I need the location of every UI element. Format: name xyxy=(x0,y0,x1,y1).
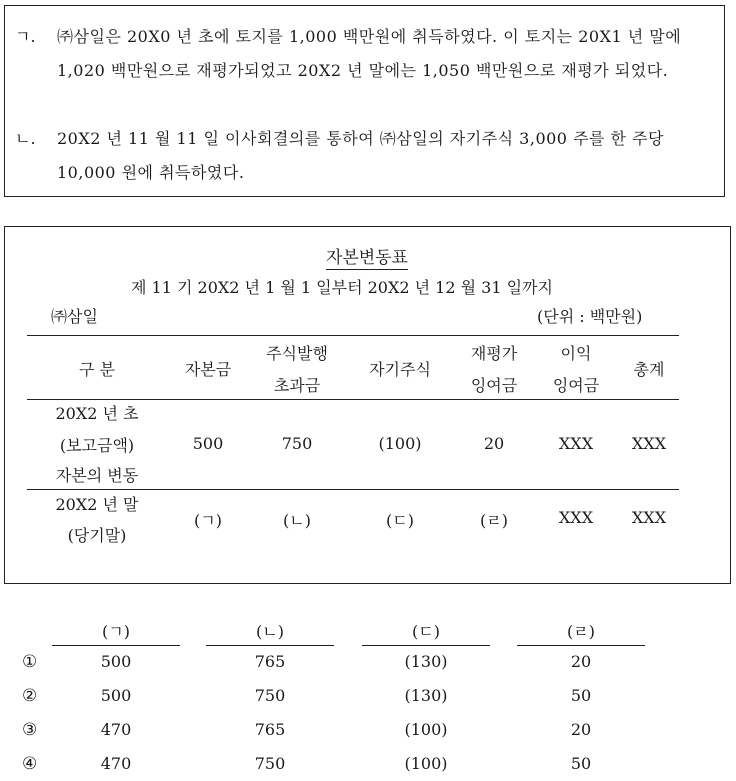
header-share-premium-2: 초과금 xyxy=(273,376,321,395)
statement-box xyxy=(4,226,731,584)
option-number[interactable]: ③ xyxy=(22,720,38,740)
header-treasury-stock: 자기주식 xyxy=(369,360,431,379)
row2-share-premium: (ㄴ) xyxy=(283,511,311,530)
header-rule xyxy=(27,399,679,400)
item-marker: ㄱ. xyxy=(15,27,36,46)
option-value: 750 xyxy=(254,754,286,773)
company-name: ㈜삼일 xyxy=(51,307,98,326)
header-category: 구 분 xyxy=(79,360,115,379)
problem-item-2 xyxy=(15,122,719,190)
option-value: 50 xyxy=(570,754,592,773)
row1-capital: 500 xyxy=(192,434,224,453)
option-value: (130) xyxy=(404,686,448,705)
unit-label: (단위 : 백만원) xyxy=(537,307,643,326)
answer-header-c: (ㄷ) xyxy=(412,622,440,641)
row2-capital: (ㄱ) xyxy=(194,511,222,530)
header-share-premium-1: 주식발행 xyxy=(266,344,328,363)
option-value: (100) xyxy=(404,720,448,739)
row1-revaluation: 20 xyxy=(483,434,505,453)
row2-treasury-stock: (ㄷ) xyxy=(386,511,414,530)
option-value: (130) xyxy=(404,652,448,671)
option-value: 765 xyxy=(254,720,286,739)
header-capital: 자본금 xyxy=(184,360,232,379)
item-text: ㈜삼일은 20X0 년 초에 토지를 1,000 백만원에 취득하였다. 이 토지는 20X1 년 말에 1,020 백만원으로 재평가되었고 20X2 년 말에는 1,050 백만원으로 재평가 되었다. xyxy=(57,27,682,80)
option-number[interactable]: ④ xyxy=(22,754,38,774)
row1-treasury-stock: (100) xyxy=(378,434,422,453)
answer-header-rule xyxy=(52,645,180,646)
statement-title: 자본변동표 xyxy=(325,248,409,268)
option-value: 750 xyxy=(254,686,286,705)
row1-share-premium: 750 xyxy=(281,434,313,453)
row1-total: XXX xyxy=(631,434,667,453)
item-marker: ㄴ. xyxy=(15,129,36,148)
table-top-rule xyxy=(27,335,679,336)
header-total: 총계 xyxy=(633,360,665,379)
answer-header-rule xyxy=(517,645,645,646)
option-value: 765 xyxy=(254,652,286,671)
row2-revaluation: (ㄹ) xyxy=(480,511,508,530)
row-rule xyxy=(27,489,679,490)
option-value: 470 xyxy=(100,720,132,739)
row1-label-2: (보고금액) xyxy=(59,436,135,455)
problem-item-1 xyxy=(15,20,719,88)
option-value: 500 xyxy=(100,652,132,671)
option-value: 500 xyxy=(100,686,132,705)
answer-header-rule xyxy=(362,645,490,646)
option-value: (100) xyxy=(404,754,448,773)
option-value: 50 xyxy=(570,686,592,705)
row1-label-1: 20X2 년 초 xyxy=(55,404,139,423)
statement-period: 제 11 기 20X2 년 1 월 1 일부터 20X2 년 12 월 31 일까지 xyxy=(131,278,553,297)
row2-retained: XXX xyxy=(558,508,594,527)
item-text: 20X2 년 11 월 11 일 이사회결의를 통하여 ㈜삼일의 자기주식 3,000 주를 한 주당 10,000 원에 취득하였다. xyxy=(57,129,665,182)
option-value: 470 xyxy=(100,754,132,773)
problem-box xyxy=(4,5,725,197)
option-value: 20 xyxy=(570,720,592,739)
row2-total: XXX xyxy=(631,508,667,527)
row2-label-2: (당기말) xyxy=(67,526,127,545)
answer-header-d: (ㄹ) xyxy=(567,622,595,641)
option-number[interactable]: ② xyxy=(22,686,38,706)
answer-header-rule xyxy=(206,645,334,646)
header-retained-1: 이익 xyxy=(560,344,592,363)
option-number[interactable]: ① xyxy=(22,652,38,672)
statement-title-wrap xyxy=(5,243,729,268)
header-revaluation-2: 잉여금 xyxy=(470,376,518,395)
option-value: 20 xyxy=(570,652,592,671)
answer-header-a: (ㄱ) xyxy=(102,622,130,641)
answer-header-b: (ㄴ) xyxy=(256,622,284,641)
row2-label-1: 20X2 년 말 xyxy=(55,495,139,514)
header-retained-2: 잉여금 xyxy=(552,376,600,395)
header-revaluation-1: 재평가 xyxy=(470,344,518,363)
row1-label-3: 자본의 변동 xyxy=(55,466,139,485)
row1-retained: XXX xyxy=(558,434,594,453)
